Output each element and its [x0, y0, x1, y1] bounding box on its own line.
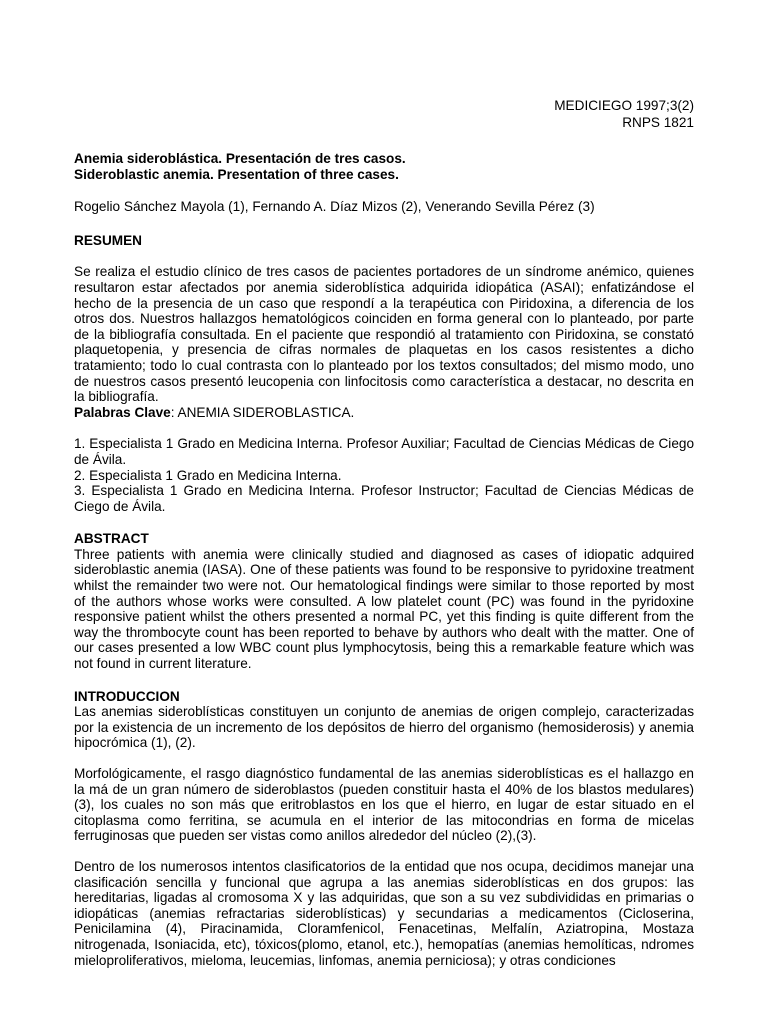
keywords-label: Palabras Clave — [74, 404, 171, 420]
journal-citation: MEDICIEGO 1997;3(2) — [554, 98, 694, 113]
title-spanish: Anemia sideroblástica. Presentación de tres casos. — [74, 151, 406, 166]
journal-header — [74, 97, 694, 131]
abstract-heading: ABSTRACT — [74, 531, 149, 547]
affiliation-3: 3. Especialista 1 Grado en Medicina Interna. Profesor Instructor; Facultad de Ciencias Médicas de Ciego de Ávila. — [74, 483, 694, 514]
affiliation-2: 2. Especialista 1 Grado en Medicina Interna. — [74, 467, 342, 483]
resumen-heading: RESUMEN — [74, 232, 142, 248]
article-title — [74, 151, 694, 182]
intro-paragraph-2: Morfológicamente, el rasgo diagnóstico fundamental de las anemias sideroblísticas es el hallazgo en la má de un gran número de sideroblastos (pueden constituir hasta el 40% de los blastos medulares) (3), los cuales no son más que eritroblastos en los que el hierro, en lugar de estar situado en el citoplasma como ferritina, se acumula en el interior de las mitocondrias en forma de micelas ferruginosas que pueden ser vistas como anillos alrededor del núcleo (2),(3). — [74, 766, 694, 844]
intro-heading: INTRODUCCION — [74, 688, 180, 704]
rnps-number: RNPS 1821 — [622, 115, 694, 130]
title-english: Sideroblastic anemia. Presentation of three cases. — [74, 166, 399, 182]
intro-paragraph-1: Las anemias sideroblísticas constituyen un conjunto de anemias de origen complejo, caracterizadas por la existencia de un incremento de los depósitos de hierro del organismo (hemosiderosis) y anemia hipocrómica (1), (2). — [74, 704, 694, 751]
abstract-body: Three patients with anemia were clinically studied and diagnosed as cases of idiopatic adquired sideroblastic anemia (IASA). One of these patients was found to be responsive to pyridoxine treatment whilst the remainder two were not. Our hematological findings were similar to those reported by most of the authors whose works were consulted. A low platelet count (PC) was found in the pyridoxine responsive patient whilst the others presented a normal PC, yet this finding is quite different from the way the thrombocyte count has been reported to behave by authors who dealt with the matter. One of our cases presented a low WBC count plus lymphocytosis, being this a remarkable feature which was not found in current literature. — [74, 546, 694, 672]
affiliation-1: 1. Especialista 1 Grado en Medicina Interna. Profesor Auxiliar; Facultad de Ciencias Médicas de Ciego de Ávila. — [74, 436, 694, 467]
keywords-value: : ANEMIA SIDEROBLASTICA. — [170, 404, 355, 420]
keywords-line — [74, 405, 694, 421]
authors-line: Rogelio Sánchez Mayola (1), Fernando A. Díaz Mizos (2), Venerando Sevilla Pérez (3) — [74, 199, 595, 215]
resumen-body: Se realiza el estudio clínico de tres casos de pacientes portadores de un síndrome anémico, quienes resultaron estar afectados por anemia sideroblística adquirida idiopática (ASAI); enfatizándose el hecho de la presencia de un caso que respondí a la terapéutica con Piridoxina, a diferencia de los otros dos. Nuestros hallazgos hematológicos coinciden en forma general con lo planteado, por parte de la bibliografía consultada. En el paciente que respondió al tratamiento con Piridoxina, se constató plaquetopenia, y presencia de cifras normales de plaquetas en los casos resistentes a dicho tratamiento; todo lo cual contrasta con lo planteado por los textos consultados; del mismo modo, uno de nuestros casos presentó leucopenia con linfocitosis como característica a destacar, no descrita en la bibliografía. — [74, 264, 694, 405]
intro-paragraph-3: Dentro de los numerosos intentos clasificatorios de la entidad que nos ocupa, decidimos manejar una clasificación sencilla y funcional que agrupa a las anemias sideroblísticas en dos grupos: las hereditarias, ligadas al cromosoma X y las adquiridas, que son a su vez subdivididas en primarias o idiopáticas (anemias refractarias sideroblísticas) y secundarias a medicamentos (Cicloserina, Penicilamina (4), Piracinamida, Cloramfenicol, Fenacetinas, Melfalín, Aziatropina, Mostaza nitrogenada, Isoniacida, etc), tóxicos(plomo, etanol, etc.), hemopatías (anemias hemolíticas, ndromes mieloproliferativos, mieloma, leucemias, linfomas, anemia perniciosa); y otras condiciones — [74, 858, 694, 968]
affiliations — [74, 436, 694, 514]
